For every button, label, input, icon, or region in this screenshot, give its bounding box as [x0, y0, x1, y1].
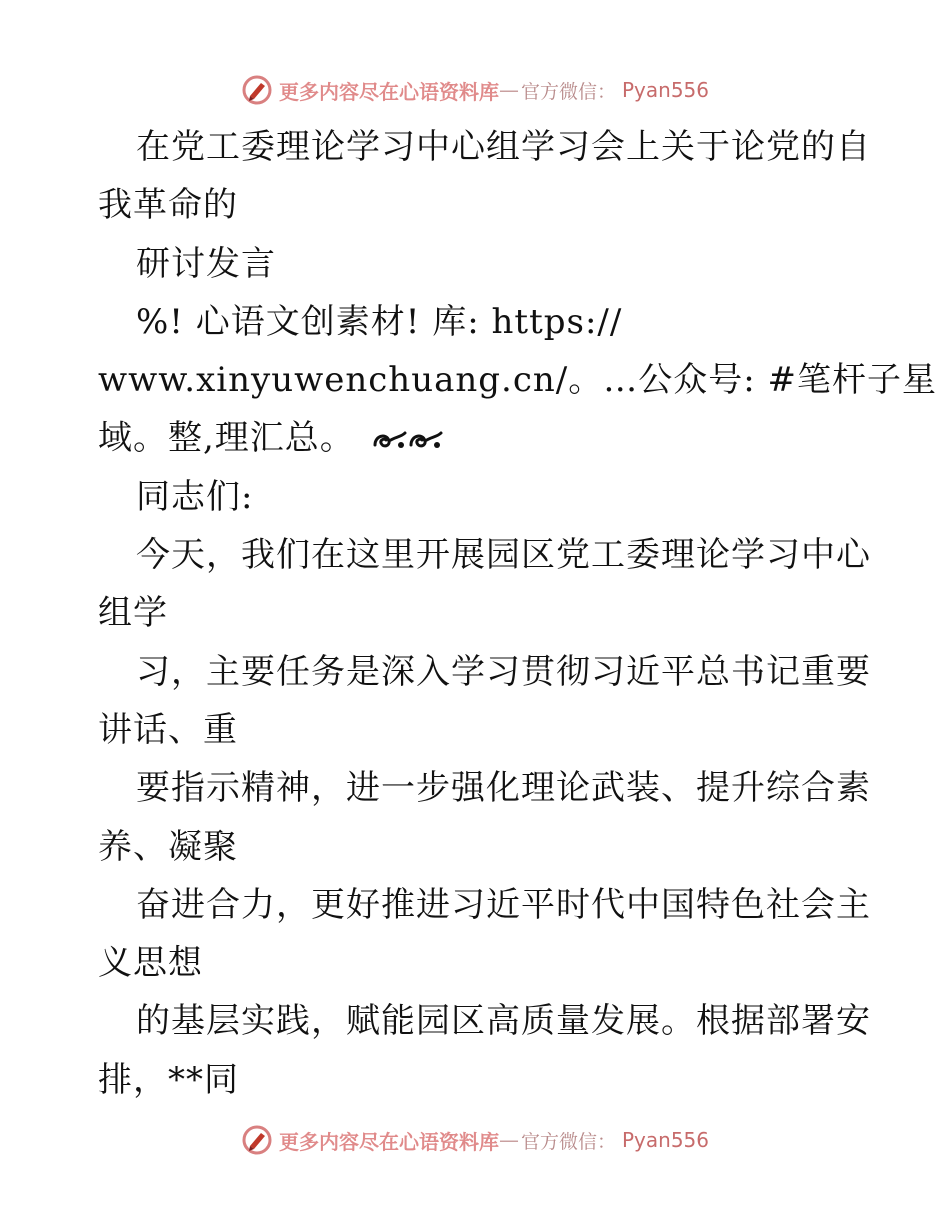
banner-main-text: 更多内容尽在心语资料库 [278, 1129, 499, 1154]
source-line-3-text: 域。整,理汇总。 [98, 418, 355, 459]
banner-dash: — [498, 78, 519, 102]
header-watermark-banner [0, 70, 950, 110]
footer-watermark-banner [0, 1120, 950, 1160]
banner-main-text: 更多内容尽在心语资料库 [278, 79, 499, 104]
body-line-10: 排，**同 [98, 1059, 239, 1100]
banner-dash: — [498, 1128, 519, 1152]
banner-wechat-id: Pyan556 [622, 78, 710, 102]
source-line-2: www.xinyuwenchuang.cn/。…公众号: #笔杆子星 [98, 360, 937, 401]
body-line-4: 讲话、重 [98, 709, 238, 750]
source-line-3 [98, 409, 858, 467]
body-line-1: 今天，我们在这里开展园区党工委理论学习中心 [136, 535, 871, 576]
body-line-2: 组学 [98, 593, 168, 634]
flourish-ornament-icon [371, 427, 445, 453]
banner-wechat-label: 官方微信： [520, 1130, 616, 1153]
pen-logo-icon [241, 1124, 273, 1156]
banner-wechat-id: Pyan556 [622, 1128, 710, 1152]
pen-logo-icon [241, 74, 273, 106]
body-line-5: 要指示精神，进一步强化理论武装、提升综合素 [136, 768, 871, 809]
salutation-line: 同志们: [136, 476, 254, 517]
document-body [98, 118, 937, 1109]
banner-wechat-label: 官方微信： [520, 80, 616, 103]
body-line-8: 义思想 [98, 943, 203, 984]
title-line-1: 在党工委理论学习中心组学习会上关于论党的自 [136, 127, 871, 167]
source-line-1: %! 心语文创素材! 库: https:// [136, 301, 623, 342]
title-line-2: 我革命的 [98, 185, 238, 226]
body-line-6: 养、凝聚 [98, 826, 238, 867]
body-line-7: 奋进合力，更好推进习近平时代中国特色社会主 [136, 884, 871, 925]
title-line-3: 研讨发言 [136, 243, 276, 284]
body-line-3: 习，主要任务是深入学习贯彻习近平总书记重要 [136, 651, 871, 692]
body-line-9: 的基层实践，赋能园区高质量发展。根据部署安 [136, 1001, 871, 1042]
